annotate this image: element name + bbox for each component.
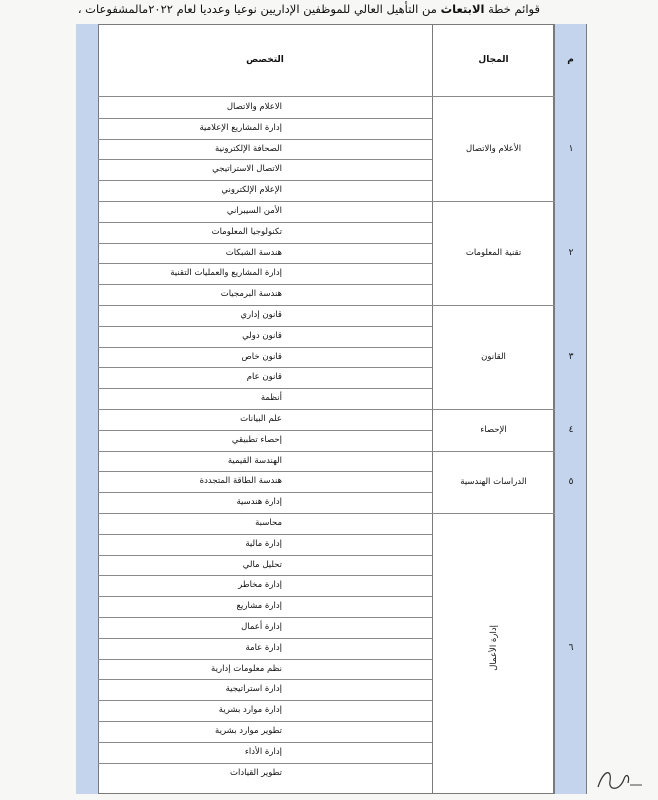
specialty-text: إدارة المشاريع والعمليات التقنية (170, 268, 282, 279)
specialty-text: قانون إداري (240, 310, 282, 320)
number-cell: ٣ (568, 352, 574, 362)
field-cell (434, 409, 553, 451)
specialty-cell (100, 201, 430, 221)
specialty-text: قانون دولي (242, 330, 282, 341)
specialty-cell (100, 243, 430, 263)
field-text: الأعلام والاتصال (465, 144, 522, 154)
field-cell (434, 305, 553, 409)
specialty-text: تطوير القيادات (229, 767, 282, 778)
specialty-cell (100, 638, 430, 658)
specialty-cell (100, 596, 430, 616)
specialty-text: إدارة هندسية (236, 497, 282, 508)
field-cell (434, 513, 553, 783)
specialty-text: أنظمة (260, 393, 282, 404)
specialty-text: تحليل مالي (242, 559, 282, 570)
document-title (77, 2, 540, 16)
specialty-text: هندسة الشبكات (225, 247, 282, 258)
specialty-text: الأمن السيبراني (226, 206, 282, 216)
field-cell (434, 451, 553, 513)
specialty-cell (100, 139, 430, 159)
specialty-cell (100, 159, 430, 179)
specialty-cell (100, 742, 430, 762)
header-number: م (567, 55, 574, 65)
specialty-text: هندسة الطاقة المتجددة (199, 476, 282, 487)
field-cell (434, 97, 553, 201)
specialty-cell (100, 326, 430, 346)
specialty-cell (100, 492, 430, 512)
number-cell: ٥ (568, 476, 574, 487)
number-cell: ٦ (568, 643, 574, 654)
specialty-cell (100, 700, 430, 720)
specialty-text: الإعلام الإلكتروني (221, 185, 282, 196)
specialty-text: الاتصال الاستراتيجي (212, 164, 282, 175)
left-margin-band (76, 24, 98, 794)
specialty-text: إدارة مخاطر (238, 580, 282, 591)
title-bold: الابتعاث (440, 2, 485, 16)
field-text: الإحصاء (480, 424, 507, 435)
specialty-text: قانون خاص (241, 351, 282, 362)
specialty-cell (100, 347, 430, 367)
field-text: إدارة الأعمال (488, 625, 499, 672)
specialty-text: الصحافة الإلكترونية (214, 143, 282, 154)
specialty-cell (100, 471, 430, 491)
field-text: تقنية المعلومات (465, 248, 522, 258)
specialty-cell (100, 409, 430, 429)
number-cell: ٤ (568, 424, 574, 435)
number-cell: ٢ (568, 248, 574, 258)
specialty-cell (100, 575, 430, 595)
specialty-text: إدارة موارد بشرية (218, 705, 282, 716)
specialty-text: تكنولوجيا المعلومات (211, 226, 282, 237)
specialty-cell (100, 263, 430, 283)
specialty-text: علم البيانات (240, 414, 282, 424)
specialty-cell (100, 659, 430, 679)
specialty-cell (100, 721, 430, 741)
title-suffix: المشفوعات ، (77, 2, 143, 16)
specialty-cell (100, 388, 430, 408)
specialty-cell (100, 97, 430, 117)
specialty-text: إدارة أعمال (241, 622, 282, 632)
specialty-text: إدارة عامة (245, 642, 282, 653)
title-prefix: قوائم خطة (484, 2, 540, 16)
field-text: الدراسات الهندسية (460, 476, 527, 487)
specialty-text: تطوير موارد بشرية (215, 726, 282, 736)
specialty-cell (100, 222, 430, 242)
title-rest: من التأهيل العالي للموظفين الإداريين نوعيا وعدديا لعام ٢٠٢٢م (142, 2, 441, 16)
specialty-cell (100, 679, 430, 699)
specialty-text: إدارة الأداء (244, 746, 282, 757)
specialty-cell (100, 430, 430, 450)
specialty-cell (100, 763, 430, 783)
header-field: المجال (478, 55, 509, 65)
specialty-text: إدارة مشاريع (236, 601, 282, 612)
specialty-text: الهندسة القيمية (227, 455, 282, 466)
specialty-text: إدارة استراتيجية (225, 684, 282, 695)
specialty-text: قانون عام (246, 372, 282, 383)
specialty-text: هندسة البرمجيات (220, 289, 282, 300)
header-specialty: التخصص (246, 55, 284, 65)
field-cell (434, 201, 553, 305)
specialty-cell (100, 451, 430, 471)
specialty-text: إدارة مالية (245, 538, 282, 549)
signature-mark (590, 765, 650, 795)
specialty-text: الاعلام والاتصال (226, 102, 282, 112)
specialty-cell (100, 555, 430, 575)
specialty-text: محاسبة (255, 518, 282, 528)
field-text: القانون (481, 352, 506, 362)
specialty-cell (100, 534, 430, 554)
specialty-cell (100, 513, 430, 533)
specialty-text: نظم معلومات إدارية (211, 663, 282, 674)
specialty-text: إدارة المشاريع الإعلامية (199, 122, 282, 133)
specialty-text: إحصاء تطبيقي (231, 434, 282, 445)
specialty-cell (100, 284, 430, 304)
specialty-cell (100, 617, 430, 637)
specialty-cell (100, 180, 430, 200)
specialty-cell (100, 367, 430, 387)
number-cell: ١ (568, 144, 574, 154)
specialty-cell (100, 118, 430, 138)
specialty-cell (100, 305, 430, 325)
